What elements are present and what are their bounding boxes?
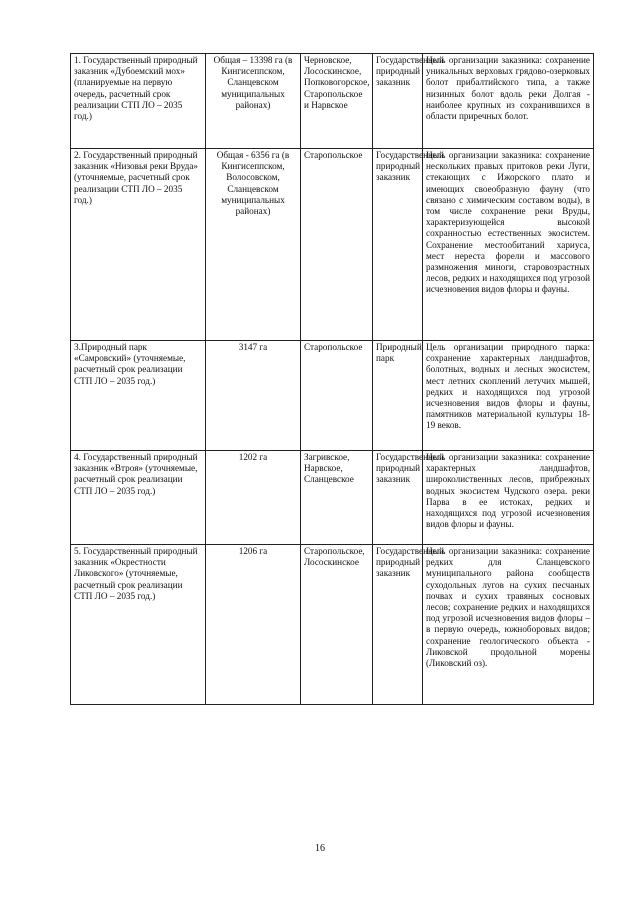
- area-name-cell: 4. Государственный природный заказник «Втроя» (уточняемые, расчетный срок реализации СТП ЛО – 2035 год.): [71, 451, 206, 545]
- category-cell: Природный парк: [373, 341, 423, 451]
- protected-areas-table: [70, 53, 594, 705]
- category-cell: Государственный природный заказник: [373, 451, 423, 545]
- area-size-cell: Общая - 6356 га (в Кингисеппском, Волосовском, Сланцевском муниципальных районах): [206, 149, 301, 341]
- area-size-cell: Общая – 13398 га (в Кингисеппском, Сланцевском муниципальных районах): [206, 54, 301, 149]
- category-cell: Государственный природный заказник: [373, 54, 423, 149]
- settlement-cell: Старопольское, Лососкинское: [301, 545, 373, 705]
- settlement-cell: Черновское, Лососкинское, Попковогорское, Старопольское и Нарвское: [301, 54, 373, 149]
- table-row: [71, 149, 594, 341]
- area-name-cell: 3.Природный парк «Самровский» (уточняемые, расчетный срок реализации СТП ЛО – 2035 год.): [71, 341, 206, 451]
- category-cell: Государственный природный заказник: [373, 545, 423, 705]
- table-row: [71, 341, 594, 451]
- purpose-cell: Цель организации заказника: сохранение характерных ландшафтов, широколиственных лесов, прибрежных водных экосистем Чудского озера. реки Парва в ее истоках, редких и находящихся под угрозой исчезновения видов флоры и фауны.: [423, 451, 594, 545]
- settlement-cell: Старопольское: [301, 149, 373, 341]
- purpose-cell: Цель организации природного парка: сохранение характерных ландшафтов, болотных, водных и лесных экосистем, мест летних скоплений летучих мышей, редких и находящихся под угрозой исчезновения видов флоры и фауны, памятников материальной культуры 18-19 веков.: [423, 341, 594, 451]
- page-number: 16: [315, 843, 325, 854]
- area-name-cell: 1. Государственный природный заказник «Дубоемский мох» (планируемые на первую очередь, расчетный срок реализации СТП ЛО – 2035 год.): [71, 54, 206, 149]
- category-cell: Государственный природный заказник: [373, 149, 423, 341]
- area-name-cell: 5. Государственный природный заказник «Окрестности Ликовского» (уточняемые, расчетный срок реализации СТП ЛО – 2035 год.): [71, 545, 206, 705]
- purpose-cell: Цель организации заказника: сохранение уникальных верховых грядово-озерковых болот прибалтийского типа, а также низинных болот вдоль реки Долгая - наиболее крупных из сохранившихся в области приречных болот.: [423, 54, 594, 149]
- area-size-cell: 1202 га: [206, 451, 301, 545]
- table-row: [71, 451, 594, 545]
- table-row: [71, 545, 594, 705]
- purpose-cell: Цель организации заказника: сохранение редких для Сланцевского муниципального района сообществ суходольных лугов на сухих песчаных почвах и сухих травяных сосновых лесов; сохранение редких и находящихся под угрозой исчезновения видов флоры – в первую очередь, южноборовых видов; сохранение геологического объекта - Ликовской продольной морены (Ликовский оз).: [423, 545, 594, 705]
- settlement-cell: Старопольское: [301, 341, 373, 451]
- area-size-cell: 1206 га: [206, 545, 301, 705]
- area-name-cell: 2. Государственный природный заказник «Низовья реки Вруда» (уточняемые, расчетный срок реализации СТП ЛО – 2035 год.): [71, 149, 206, 341]
- purpose-cell: Цель организации заказника: сохранение нескольких правых притоков реки Луги, стекающих с Ижорского плато и имеющих своеобразную фауну (что связано с химическим составом воды), в том числе сохранение реки Вруды, характеризующейся высокой сохранностью естественных экосистем. Сохранение местообитаний хариуса, мест нереста форели и массового размножения миноги, старовозрастных лесов, редких и находящихся под угрозой исчезновения видов флоры и фауны.: [423, 149, 594, 341]
- area-size-cell: 3147 га: [206, 341, 301, 451]
- table-row: [71, 54, 594, 149]
- settlement-cell: Загривское, Нарвское, Сланцевское: [301, 451, 373, 545]
